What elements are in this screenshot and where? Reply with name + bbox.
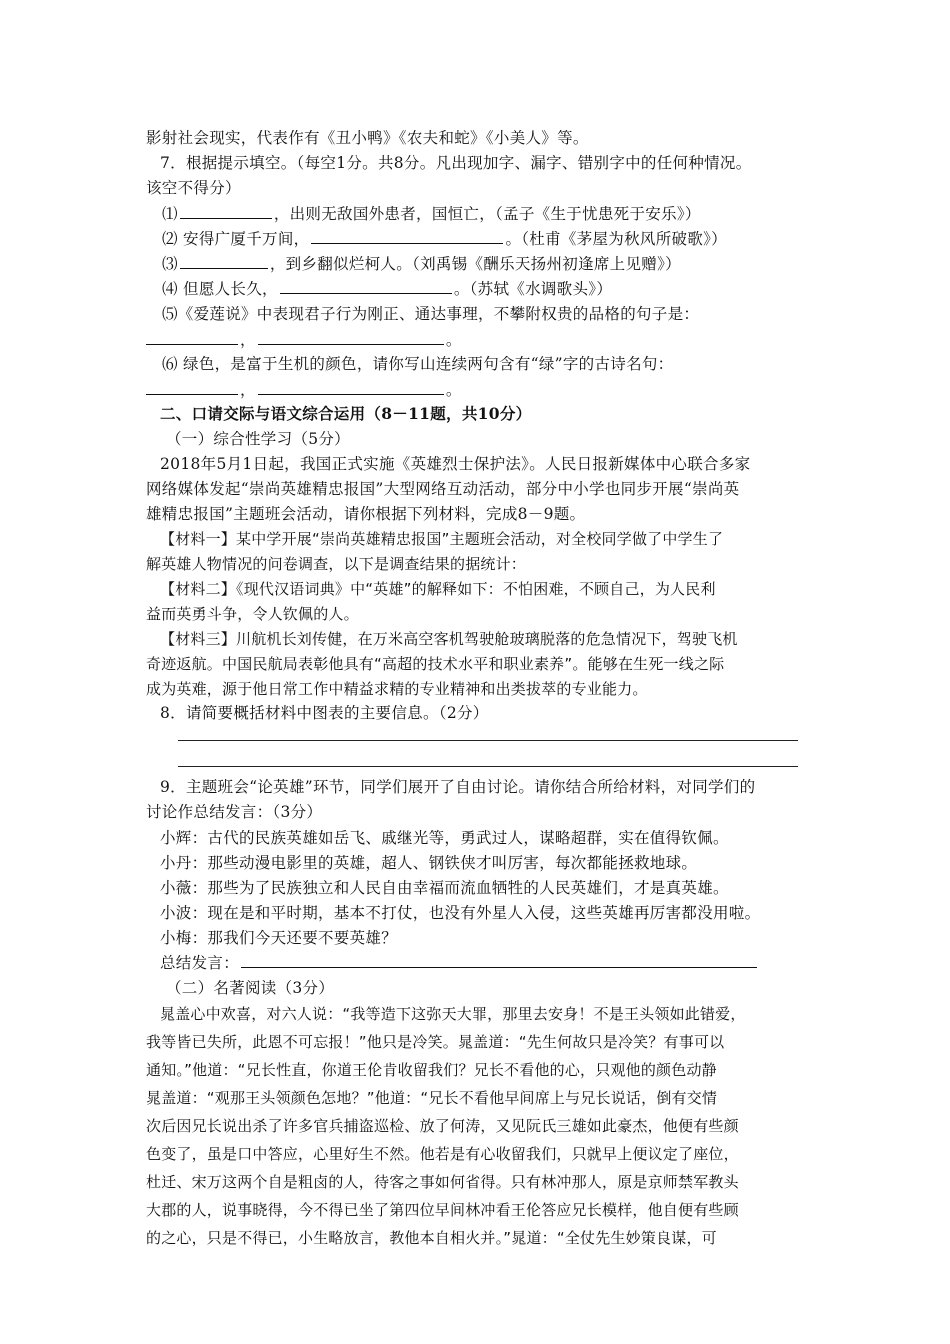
discussion-line: 小辉：古代的民族英雄如岳飞、戚继光等，勇武过人，谋略超群，实在值得钦佩。 [160, 829, 729, 847]
fill-blank-5-prompt: ⑸《爱莲说》中表现君子行为刚正、通达事理，不攀附权贵的品格的句子是： [162, 305, 700, 323]
fill-blank-3: ⑶ ，到乡翻似烂柯人。（刘禹锡《酬乐天扬州初逢席上见赠》） [162, 252, 832, 276]
summary-prompt: 总结发言： [160, 951, 830, 975]
fill-blank-6-answers: ， 。 [146, 378, 816, 402]
fill-blank-6-prompt: ⑹ 绿色，是富于生机的颜色，请你写山连续两句含有“绿”字的古诗名句： [162, 355, 674, 373]
fill-blank-1: ⑴ ，出则无敌国外患者，国恒亡，（孟子《生于忧患死于安乐》） [162, 202, 832, 226]
discussion-line: 小薇：那些为了民族独立和人民自由幸福而流血牺牲的人民英雄们，才是真英雄。 [160, 879, 729, 897]
answer-blank[interactable] [258, 378, 444, 395]
answer-line[interactable] [178, 766, 798, 767]
subsection-2-heading: （二）名著阅读（3分） [166, 979, 335, 997]
question-8: 8．请简要概括材料中图表的主要信息。（2分） [160, 704, 489, 722]
question-7-title: 7．根据提示填空。（每空1分。共8分。凡出现加字、漏字、错别字中的任何种情况。 [160, 154, 752, 172]
reading-line: 次后因兄长说出杀了许多官兵捕盗巡检、放了何涛，又见阮氏三雄如此豪杰，他便有些颜 [146, 1117, 739, 1135]
answer-blank[interactable] [146, 328, 238, 345]
reading-line: 大郡的人，说事晓得，今不得已坐了第四位早间林冲看王伦答应兄长模样，他自便有些顾 [146, 1201, 739, 1219]
material-1-cont: 解英雄人物情况的问卷调查，以下是调查结果的据统计： [146, 555, 527, 573]
paragraph-line: 网络媒体发起“崇尚英雄精忠报国”大型网络互动活动，部分中小学也同步开展“崇尚英 [146, 480, 740, 498]
reading-line: 的之心，只是不得已，小生略放言，教他本自相火并。”晁道：“全仗先生妙策良谋，可 [146, 1229, 717, 1247]
section-2-heading: 二、口请交际与语文综合运用（8－11题，共10分） [160, 404, 532, 423]
reading-line: 晁盖道：“观那王头领颜色怎地？”他道：“兄长不看他早间席上与兄长说话，倒有交情 [146, 1089, 718, 1107]
answer-blank[interactable] [241, 951, 757, 968]
answer-blank[interactable] [180, 202, 272, 219]
answer-blank[interactable] [180, 252, 268, 269]
question-9-cont: 讨论作总结发言：（3分） [146, 803, 323, 821]
material-3: 【材料三】川航机长刘传健，在万米高空客机驾驶舱玻璃脱落的危急情况下，驾驶飞机 [160, 630, 738, 648]
material-3-cont: 奇迹返航。中国民航局表彰他具有“高超的技术水平和职业素养”。能够在生死一线之际 [146, 655, 725, 673]
fill-blank-5-answers: ， 。 [146, 328, 816, 352]
answer-blank[interactable] [146, 378, 238, 395]
reading-line: 杜迁、宋万这两个自是粗卤的人，待客之事如何省得。只有林冲那人，原是京师禁军教头 [146, 1173, 739, 1191]
reading-line: 晁盖心中欢喜，对六人说：“我等造下这弥天大罪，那里去安身！不是王头领如此错爱， [160, 1005, 746, 1023]
answer-blank[interactable] [280, 277, 452, 294]
answer-blank[interactable] [311, 227, 503, 244]
discussion-line: 小丹：那些动漫电影里的英雄，超人、钢铁侠才叫厉害，每次都能拯救地球。 [160, 854, 698, 872]
material-3-cont: 成为英难，源于他日常工作中精益求精的专业精神和出类拔萃的专业能力。 [146, 680, 648, 698]
discussion-line: 小梅：那我们今天还要不要英雄？ [160, 929, 398, 947]
reading-line: 通知。”他道：“兄长性直，你道王伦肯收留我们？兄长不看他的心，只观他的颜色动静 [146, 1061, 717, 1079]
reading-line: 我等皆已失所，此恩不可忘报！”他只是冷笑。晁盖道：“先生何故只是冷笑？有事可以 [146, 1033, 725, 1051]
answer-line[interactable] [178, 740, 798, 741]
text-line: 影射社会现实，代表作有《丑小鸭》《农夫和蛇》《小美人》等。 [146, 129, 589, 147]
reading-line: 色变了，虽是口中答应，心里好生不然。他若是有心收留我们，只就早上便议定了座位， [146, 1145, 739, 1163]
paragraph-line: 2018年5月1日起，我国正式实施《英雄烈士保护法》。人民日报新媒体中心联合多家 [160, 455, 751, 473]
question-7-title-cont: 该空不得分） [146, 179, 241, 197]
fill-blank-2: ⑵ 安得广厦千万间， 。（杜甫《茅屋为秋风所破歌》） [162, 227, 832, 251]
question-9: 9．主题班会“论英雄”环节，同学们展开了自由讨论。请你结合所给材料，对同学们的 [160, 778, 756, 796]
subsection-1-heading: （一）综合性学习（5分） [166, 430, 350, 448]
discussion-line: 小波：现在是和平时期，基本不打仗，也没有外星人入侵，这些英雄再厉害都没用啦。 [160, 904, 761, 922]
material-2-cont: 益而英勇斗争，令人钦佩的人。 [146, 605, 359, 623]
answer-blank[interactable] [258, 328, 444, 345]
material-1: 【材料一】某中学开展“崇尚英雄精忠报国”主题班会活动，对全校同学做了中学生了 [160, 530, 724, 548]
paragraph-line: 雄精忠报国”主题班会活动，请你根据下列材料，完成8－9题。 [146, 505, 586, 523]
fill-blank-4: ⑷ 但愿人长久， 。（苏轼《水调歌头》） [162, 277, 832, 301]
material-2: 【材料二】《现代汉语词典》中“英雄”的解释如下：不怕困难，不顾自己，为人民利 [160, 580, 716, 598]
